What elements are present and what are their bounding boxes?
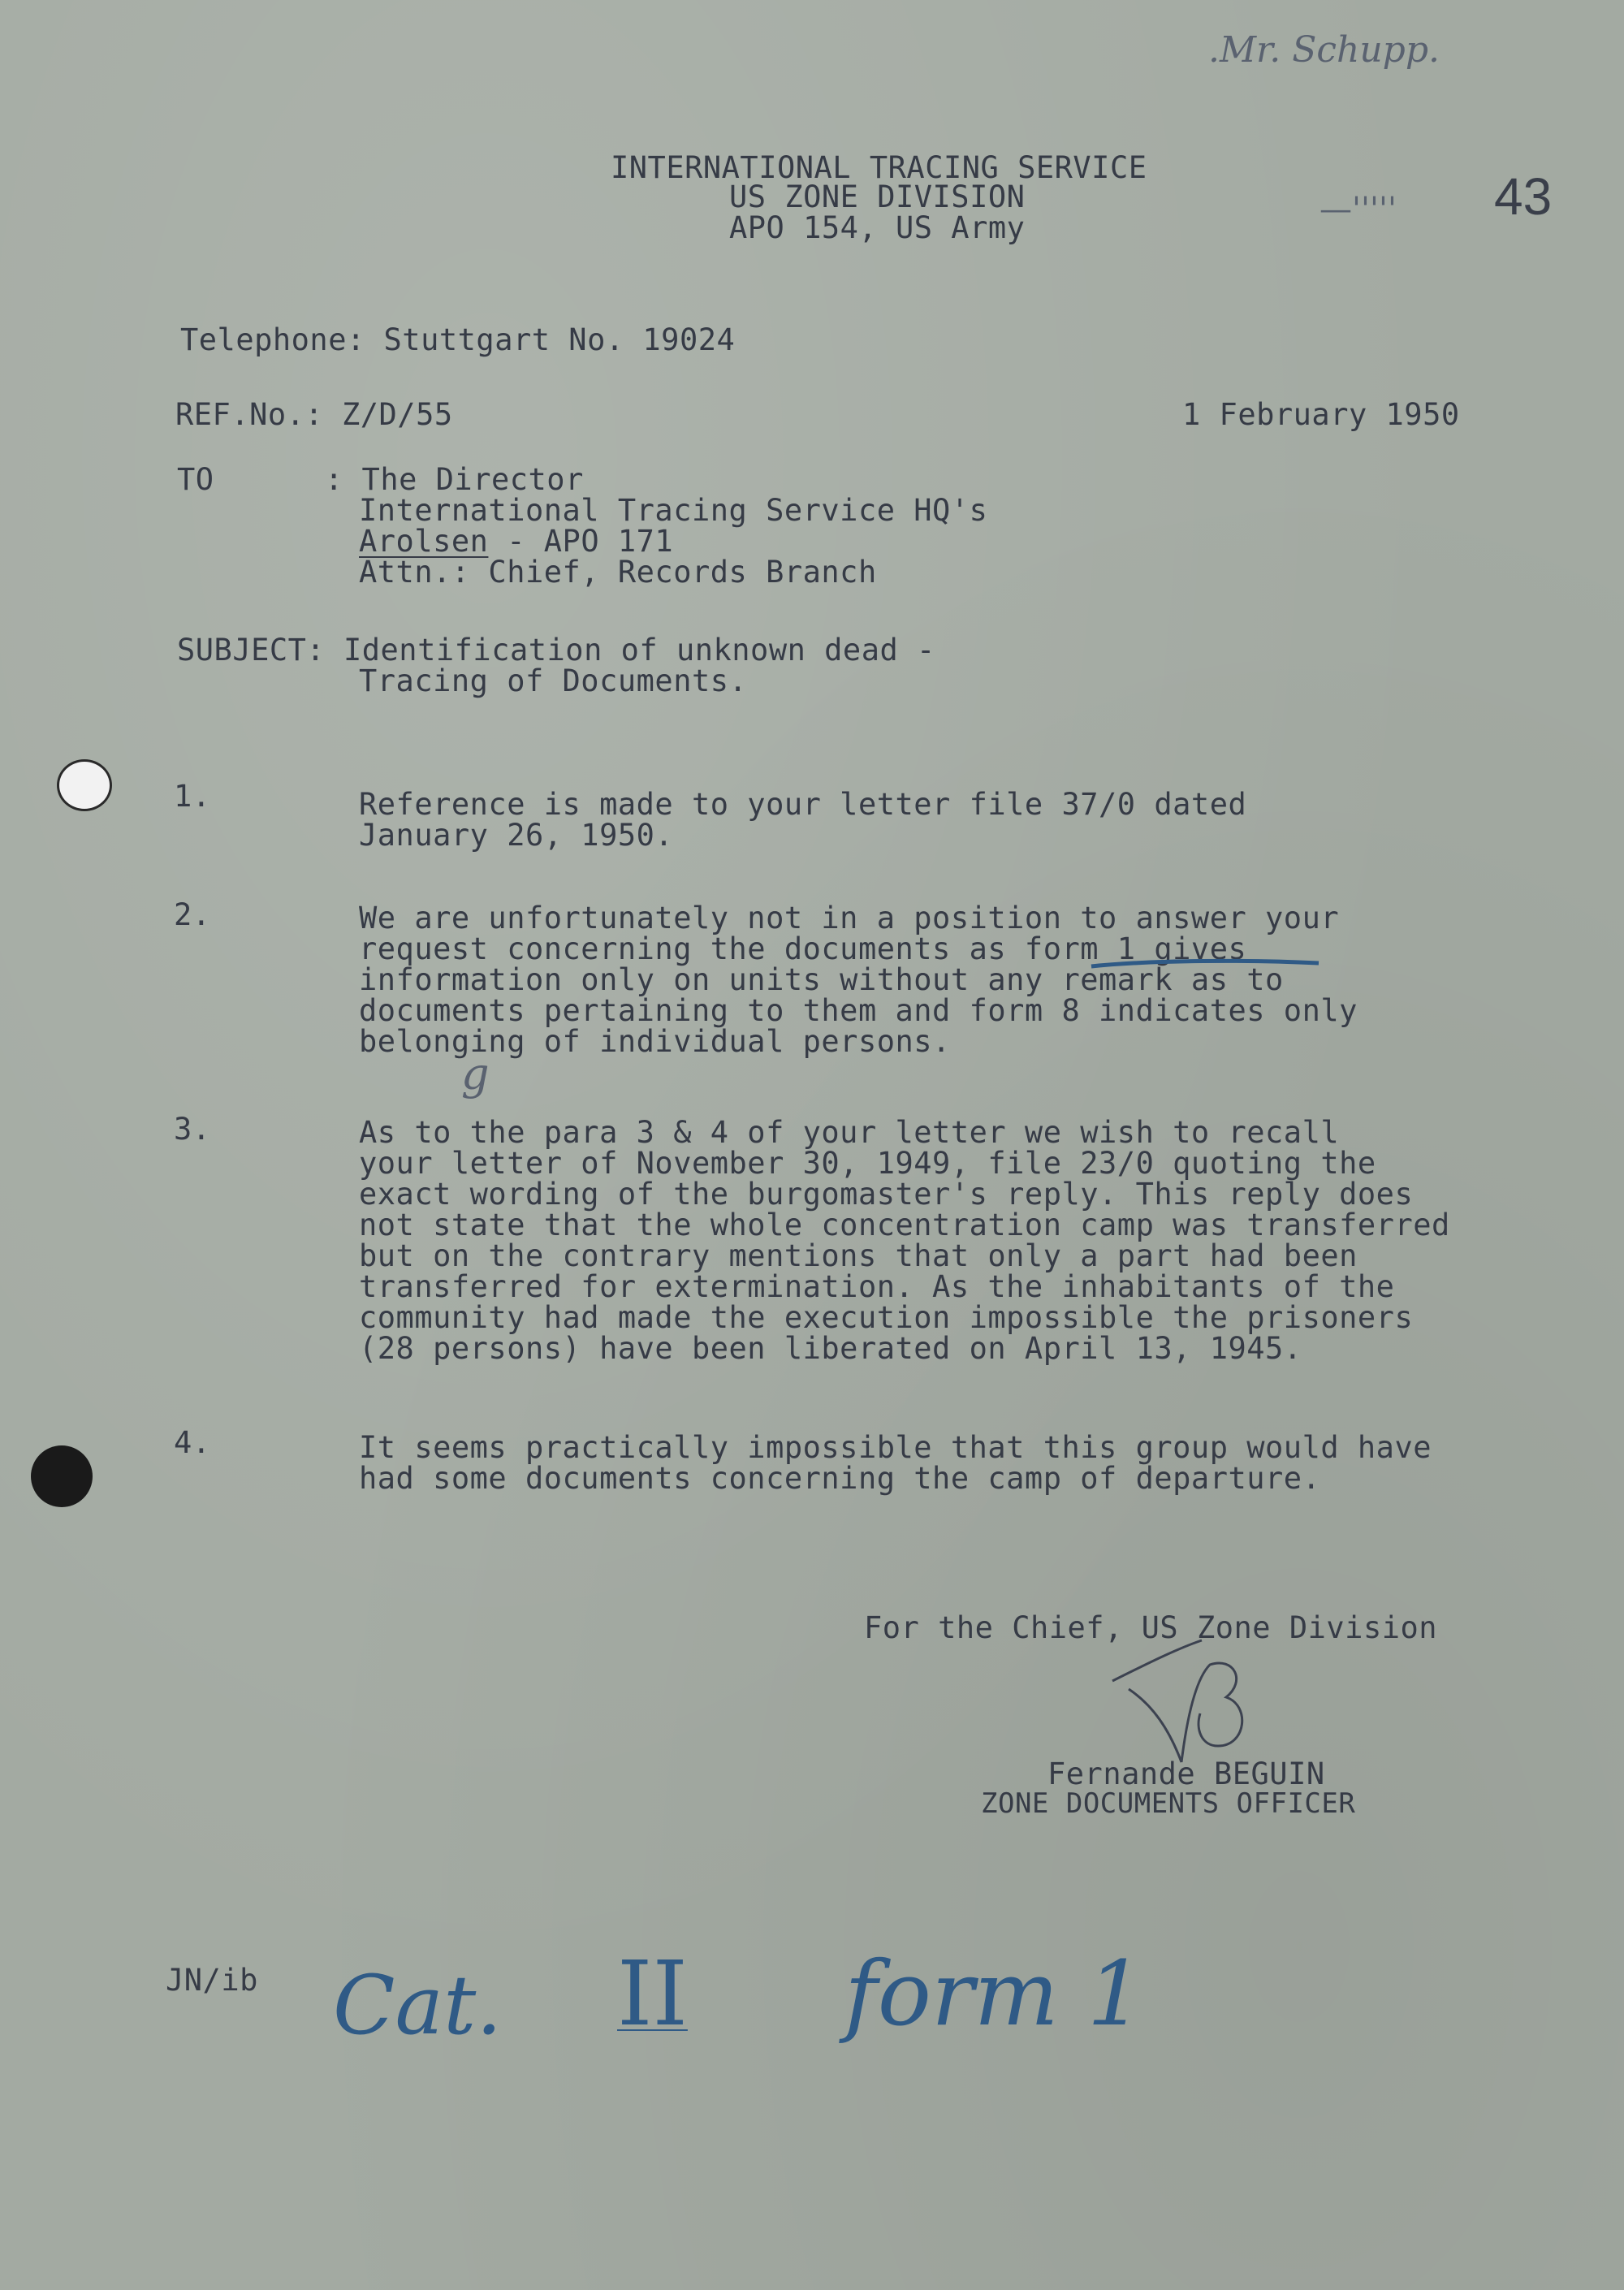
para-2-line: request concerning the documents as form 1 gives [359,931,1247,966]
signatory-name: Fernande BEGUIN [1047,1756,1325,1791]
reference-number: REF.No.: Z/D/55 [175,397,453,432]
to-apo: - APO 171 [488,524,674,559]
page-number: 43 [1494,167,1553,226]
header-org: INTERNATIONAL TRACING SERVICE [611,150,1147,185]
para-3-line: transferred for extermination. As the inhabitants of the [359,1269,1395,1304]
para-3-line: As to the para 3 & 4 of your letter we wish to recall [359,1115,1340,1150]
para-3-line: exact wording of the burgomaster's reply. This reply does [359,1177,1414,1212]
para-number: 1. [174,779,211,814]
blue-annotation-form: form 1 [844,1942,1144,2046]
para-1-line: Reference is made to your letter file 37/0 dated [359,787,1247,822]
to-city: Arolsen [359,524,489,559]
para-number: 2. [174,897,211,932]
para-number: 3. [174,1112,211,1147]
para-2-line: We are unfortunately not in a position to answer your [359,901,1340,935]
blue-annotation-cat: Cat. [333,1958,503,2053]
subject-line-1: SUBJECT: Identification of unknown dead - [177,633,935,668]
para-4-line: It seems practically impossible that this group would have [359,1430,1432,1465]
telephone-line: Telephone: Stuttgart No. 19024 [180,322,736,357]
para-3-line: not state that the whole concentration camp was transferred [359,1208,1450,1242]
to-attention: Attn.: Chief, Records Branch [359,555,877,590]
stamp-mark: —''''' [1320,191,1397,228]
para-2-line: documents pertaining to them and form 8 indicates only [359,993,1358,1028]
header-division: US ZONE DIVISION [729,179,1026,214]
para-4-line: had some documents concerning the camp of departure. [359,1461,1321,1496]
para-1-line: January 26, 1950. [359,818,674,853]
to-address [359,524,674,559]
para-number: 4. [174,1425,211,1460]
signature-for-line: For the Chief, US Zone Division [864,1610,1438,1645]
para-3-line: but on the contrary mentions that only a part had been [359,1238,1358,1273]
para-3-line: your letter of November 30, 1949, file 23/0 quoting the [359,1146,1376,1181]
subject-line-2: Tracing of Documents. [359,663,748,698]
signatory-title: ZONE DOCUMENTS OFFICER [981,1787,1356,1820]
punch-hole-bottom [31,1445,93,1507]
blue-underline-mark [1088,958,1324,991]
handwritten-correction: g [461,1048,490,1100]
punch-hole-top [57,759,112,811]
para-3-line: (28 persons) have been liberated on April 13, 1945. [359,1331,1302,1366]
handwritten-signature [1104,1632,1267,1770]
header-apo: APO 154, US Army [729,210,1026,245]
letter-date: 1 February 1950 [1182,397,1460,432]
para-3-line: community had made the execution impossible the prisoners [359,1300,1414,1335]
pencil-note: .Mr. Schupp. [1208,29,1440,71]
to-recipient: : The Director [325,462,584,497]
typist-initials: JN/ib [166,1963,258,1998]
para-2-line: information only on units without any remark as to [359,962,1284,997]
to-organization: International Tracing Service HQ's [359,493,988,528]
to-label: TO [177,462,214,497]
blue-annotation-roman: II [617,1942,688,2046]
para-2-line: belonging of individual persons. [359,1024,951,1059]
